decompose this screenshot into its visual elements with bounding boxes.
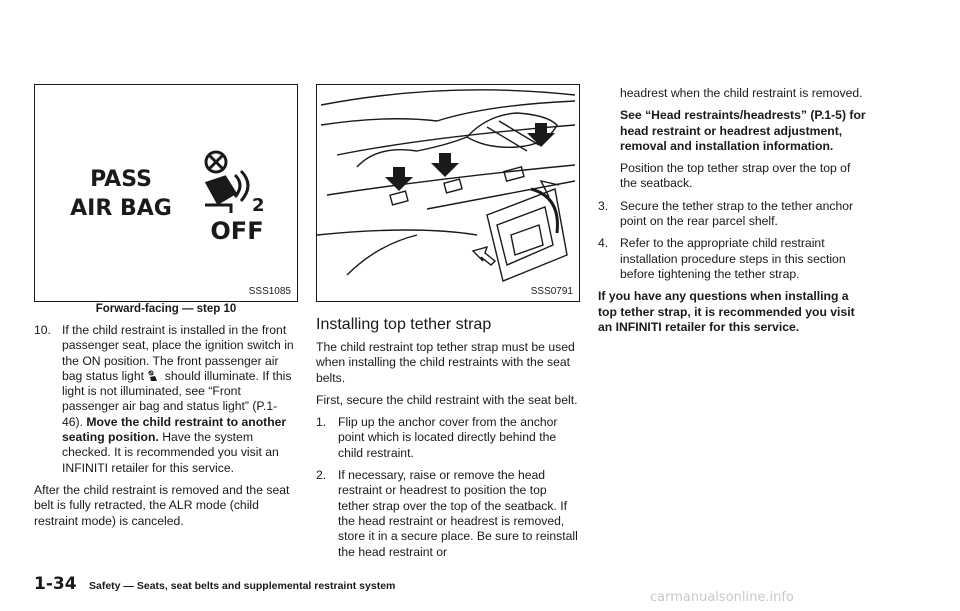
middle-column [316, 340, 580, 567]
section-heading: Installing top tether strap [316, 316, 492, 333]
step-10 [34, 323, 298, 476]
step-2-continued [598, 86, 870, 101]
section-title: Safety — Seats, seat belts and supplemental restraint system [89, 580, 396, 592]
figure-code: SSS1085 [248, 286, 291, 297]
airbag-status-illustration [35, 85, 297, 285]
right-column [598, 86, 870, 342]
figure-top-tether [316, 84, 580, 302]
figure-airbag-status [34, 84, 298, 302]
position-note-text: Position the top tether strap over the top of the seatback. [620, 161, 851, 191]
see-reference [598, 108, 870, 154]
icon-number-label: 2 [252, 195, 265, 216]
step-3 [598, 199, 870, 230]
step-10-text-cont: should illuminate. If this light is not illuminated, see “Front passenger air bag and status light” (P.1-46). [62, 368, 292, 429]
top-tether-illustration [317, 85, 579, 285]
figure-caption: Forward-facing — step 10 [95, 303, 237, 315]
step-10-text: If the child restraint is installed in the front passenger seat, place the ignition switch in the ON position. The front passenger air bag status light [62, 323, 294, 383]
see-reference-text: See “Head restraints/headrests” (P.1-5) for head restraint or headrest adjustment, removal and installation information. [620, 108, 866, 153]
airbag-status-icon [147, 370, 161, 382]
down-arrow-icon [431, 153, 459, 177]
watermark: carmanualsonline.info [650, 590, 794, 605]
questions-text: If you have any questions when installing a top tether strap, it is recommended you visit an INFINITI retailer for this service. [598, 289, 855, 334]
off-label: OFF [210, 217, 264, 245]
step-2-cont-text: headrest when the child restraint is removed. [620, 86, 863, 100]
step-1-text: Flip up the anchor cover from the anchor point which is located directly behind the child restraint. [338, 415, 558, 460]
direction-arrow-icon [473, 247, 495, 265]
left-column [34, 323, 298, 536]
step-number: 3. [598, 198, 609, 213]
figure-code: SSS0791 [530, 286, 573, 297]
position-note [598, 161, 870, 192]
step-number: 2. [316, 468, 327, 483]
step-1 [316, 415, 580, 461]
page-number: 1-34 [34, 574, 77, 594]
step-number: 10. [34, 323, 51, 337]
step-2 [316, 468, 580, 560]
step-10-text-end: Have the system checked. It is recommended you visit an INFINITI retailer for this service. [62, 430, 279, 475]
step-number: 4. [598, 236, 609, 251]
step-2-text: If necessary, raise or remove the head restraint or headrest to position the top tether strap over the top of the seatback. If the head restraint or headrest is removed, store it in a secure place. Be sure to reinstall the head restraint or [338, 468, 578, 559]
step-4 [598, 236, 870, 282]
passenger-airbag-off-icon [205, 152, 248, 213]
step-3-text: Secure the tether strap to the tether anchor point on the rear parcel shelf. [620, 198, 854, 229]
alr-cancel-paragraph: After the child restraint is removed and the seat belt is fully retracted, the ALR mode (child restraint mode) is canceled. [34, 482, 290, 528]
intro-paragraph: The child restraint top tether strap must be used when installing the child restraints with the seat belts. [316, 340, 575, 385]
page-footer [34, 574, 395, 594]
first-paragraph: First, secure the child restraint with the seat belt. [316, 392, 578, 407]
air-bag-label: AIR BAG [70, 196, 172, 221]
step-number: 1. [316, 415, 327, 430]
step-4-text: Refer to the appropriate child restraint installation procedure steps in this section before tightening the tether strap. [620, 236, 846, 281]
questions-paragraph [598, 289, 870, 335]
step-10-warning: Move the child restraint to another seating position. [62, 414, 287, 445]
down-arrow-icon [385, 167, 413, 191]
pass-label: PASS [90, 167, 152, 192]
